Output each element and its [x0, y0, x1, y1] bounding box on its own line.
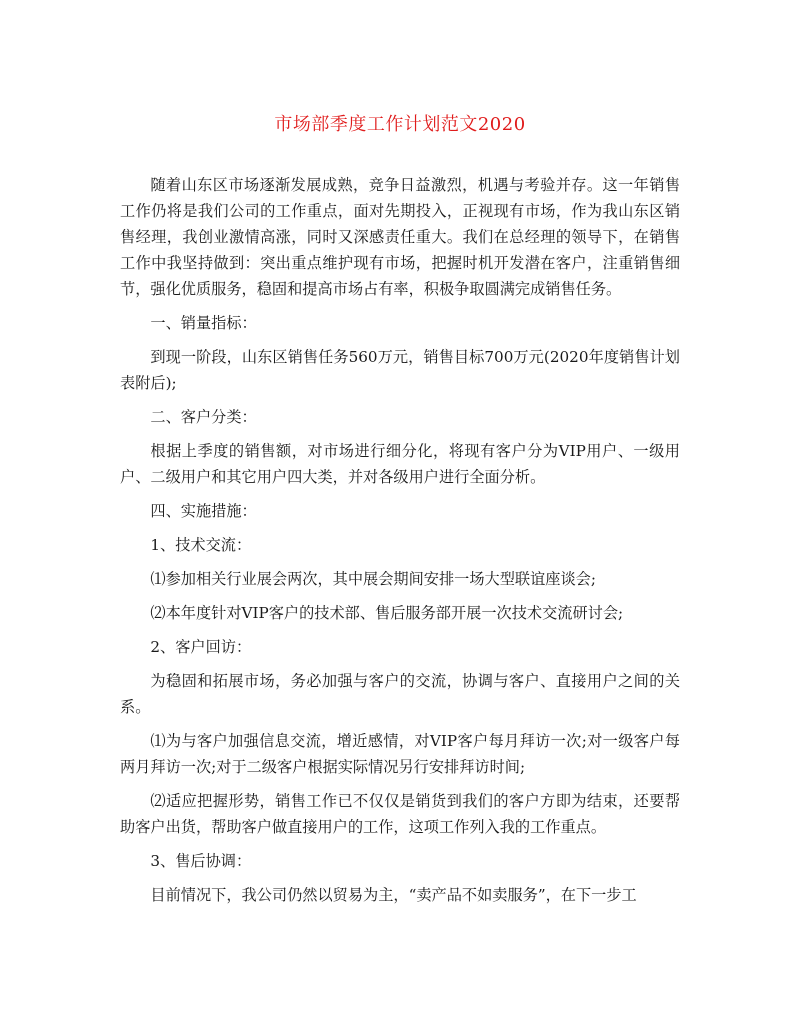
heading-sales-target: 一、销量指标：	[150, 314, 257, 332]
list-item-exhibition: ⑴参加相关行业展会两次，其中展会期间安排一场大型联谊座谈会;	[150, 570, 596, 588]
list-item-seminar: ⑵本年度针对VIP客户的技术部、售后服务部开展一次技术交流研讨会;	[150, 604, 624, 622]
list-item-help-customers: ⑵适应把握形势，销售工作已不仅仅是销货到我们的客户方即为结束，还要帮助客户出货，帮助客户做直接用户的工作，这项工作列入我的工作重点。	[120, 792, 680, 836]
document-title: 市场部季度工作计划范文2020	[274, 114, 526, 135]
paragraph-intro: 随着山东区市场逐渐发展成熟，竞争日益激烈，机遇与考验并存。这一年销售工作仍将是我们公司的工作重点，面对先期投入，正视现有市场，作为我山东区销售经理，我创业激情高涨，同时又深感责任重大。我们在总经理的领导下，在销售工作中我坚持做到：突出重点维护现有市场，把握时机开发潜在客户，注重销售细节，强化优质服务，稳固和提高市场占有率，积极争取圆满完成销售任务。	[120, 176, 680, 298]
subheading-customer-visit: 2、客户回访：	[150, 638, 252, 656]
paragraph-customer-visit: 为稳固和拓展市场，务必加强与客户的交流，协调与客户、直接用户之间的关系。	[120, 672, 680, 716]
paragraph-customer-classification: 根据上季度的销售额，对市场进行细分化，将现有客户分为VIP用户、一级用户、二级用户和其它用户四大类，并对各级用户进行全面分析。	[120, 442, 680, 486]
heading-measures: 四、实施措施：	[150, 502, 257, 520]
paragraph-after-sales: 目前情况下，我公司仍然以贸易为主，“卖产品不如卖服务”，在下一步工	[150, 886, 637, 904]
subheading-after-sales: 3、售后协调：	[150, 852, 252, 870]
document-body	[120, 172, 680, 916]
heading-customer-classification: 二、客户分类：	[150, 408, 257, 426]
paragraph-sales-target: 到现一阶段，山东区销售任务560万元，销售目标700万元(2020年度销售计划表附后);	[120, 348, 680, 392]
subheading-technical-exchange: 1、技术交流：	[150, 536, 252, 554]
list-item-visit-frequency: ⑴为与客户加强信息交流，增近感情，对VIP客户每月拜访一次;对一级客户每两月拜访一次;对于二级客户根据实际情况另行安排拜访时间;	[120, 732, 680, 776]
